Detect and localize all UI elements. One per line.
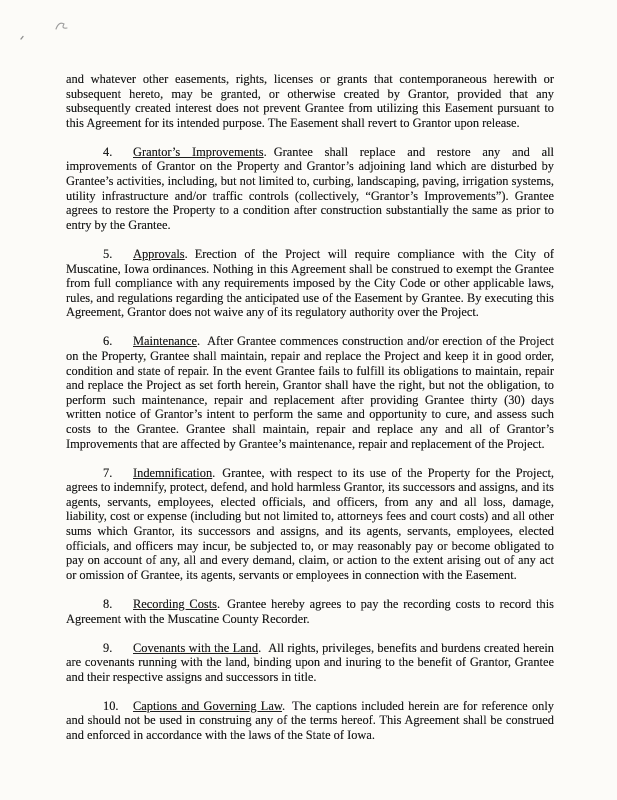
section-body: Grantee hereby agrees to pay the recording costs to record this Agreement with the Muscatine County Recorder. xyxy=(66,596,554,626)
heading-period: . xyxy=(197,334,201,349)
heading-period: . xyxy=(184,246,188,261)
heading-period: . xyxy=(216,596,221,611)
section-paragraph-8 xyxy=(66,597,554,626)
section-heading: Approvals xyxy=(133,246,185,261)
section-number: 10. xyxy=(103,698,119,713)
heading-period: . xyxy=(258,640,262,655)
section-body: After Grantee commences construction and/or erection of the Project on the Property, Grantee shall maintain, repair and replace the Project and keep it in good order, condition and state of repair. In the event Grantee fails to fulfill its obligations to maintain, repair and replace the Project as set forth herein, Grantor shall have the right, but not the obligation, to perform such maintenance, repair and replacement after providing Grantee thirty (30) days written notice of Grantor’s intent to perform the same and opportunity to cure, and assess such costs to the Grantee. Grantee shall maintain, repair and replace any and all of Grantor’s Improvements that are affected by Grantee’s maintenance, repair and replacement of the Project. xyxy=(66,334,554,451)
section-heading: Grantor’s Improvements xyxy=(133,144,264,159)
section-paragraph-7 xyxy=(66,466,554,583)
section-paragraph-4 xyxy=(66,145,554,233)
section-body: The captions included herein are for reference only and should not be used in construing any of the terms hereof. This Agreement shall be construed and enforced in accordance with the laws of the State of Iowa. xyxy=(66,698,554,743)
heading-period: . xyxy=(263,144,267,159)
section-body: All rights, privileges, benefits and burdens created herein are covenants running with the land, binding upon and inuring to the benefit of Grantor, Grantee and their respective assigns and successors in title. xyxy=(66,640,555,684)
section-heading: Covenants with the Land xyxy=(133,640,259,655)
section-paragraph-5 xyxy=(66,247,554,320)
section-number: 4. xyxy=(103,144,113,159)
document-body xyxy=(66,72,554,757)
section-heading: Indemnification xyxy=(133,465,213,480)
section-body: Grantee shall replace and restore any and all improvements of Grantor on the Property and Grantor’s adjoining land which are disturbed by Grantee’s activities, including, but not limited to, curbing, landscaping, paving, irrigation systems, utility infrastructure and/or traffic controls (collectively, “Grantor’s Improvements”). Grantee agrees to restore the Property to a condition after construction substantially the same as prior to entry by the Grantee. xyxy=(66,144,554,232)
section-heading: Maintenance xyxy=(133,334,197,349)
section-number: 9. xyxy=(103,640,113,655)
section-body: Grantee, with respect to its use of the Property for the Project, agrees to indemnify, protect, defend, and hold harmless Grantor, its successors and assigns, and its agents, servants, employees, elected officials, and officers, from any and all loss, damage, liability, cost or expense (including but not limited to, attorneys fees and court costs) and all other sums which Grantor, its successors and assigns, and its agents, servants, employees, elected officials, and officers may incur, be subjected to, or may reasonably pay or become obligated to pay on account of any, all and every demand, claim, or action to the extent arising out of any act or omission of Grantee, its agents, servants or employees in connection with the Easement. xyxy=(66,465,554,582)
section-paragraph-10 xyxy=(66,699,554,743)
continuation-paragraph: and whatever other easements, rights, licenses or grants that contemporaneous herewith or subsequent hereto, may be granted, or otherwise created by Grantor, provided that any subsequently created interest does not prevent Grantee from utilizing this Easement pursuant to this Agreement for its intended purpose. The Easement shall revert to Grantor upon release. xyxy=(66,72,554,130)
section-paragraph-6 xyxy=(66,334,554,451)
section-paragraph-9 xyxy=(66,641,554,685)
section-heading: Recording Costs xyxy=(133,596,217,611)
pen-mark-icon xyxy=(14,16,78,48)
section-number: 8. xyxy=(103,596,113,611)
section-number: 7. xyxy=(103,465,113,480)
section-number: 6. xyxy=(103,334,113,349)
section-body: Erection of the Project will require compliance with the City of Muscatine, Iowa ordinances. Nothing in this Agreement shall be construed to exempt the Grantee from full compliance with any requirements imposed by the City Code or other applicable laws, rules, and regulations regarding the anticipated use of the Easement by Grantee. By executing this Agreement, Grantor does not waive any of its regulatory authority over the Project. xyxy=(66,246,554,320)
heading-period: . xyxy=(282,698,286,713)
section-heading: Captions and Governing Law xyxy=(133,698,283,713)
section-number: 5. xyxy=(103,246,113,261)
heading-period: . xyxy=(212,465,216,480)
